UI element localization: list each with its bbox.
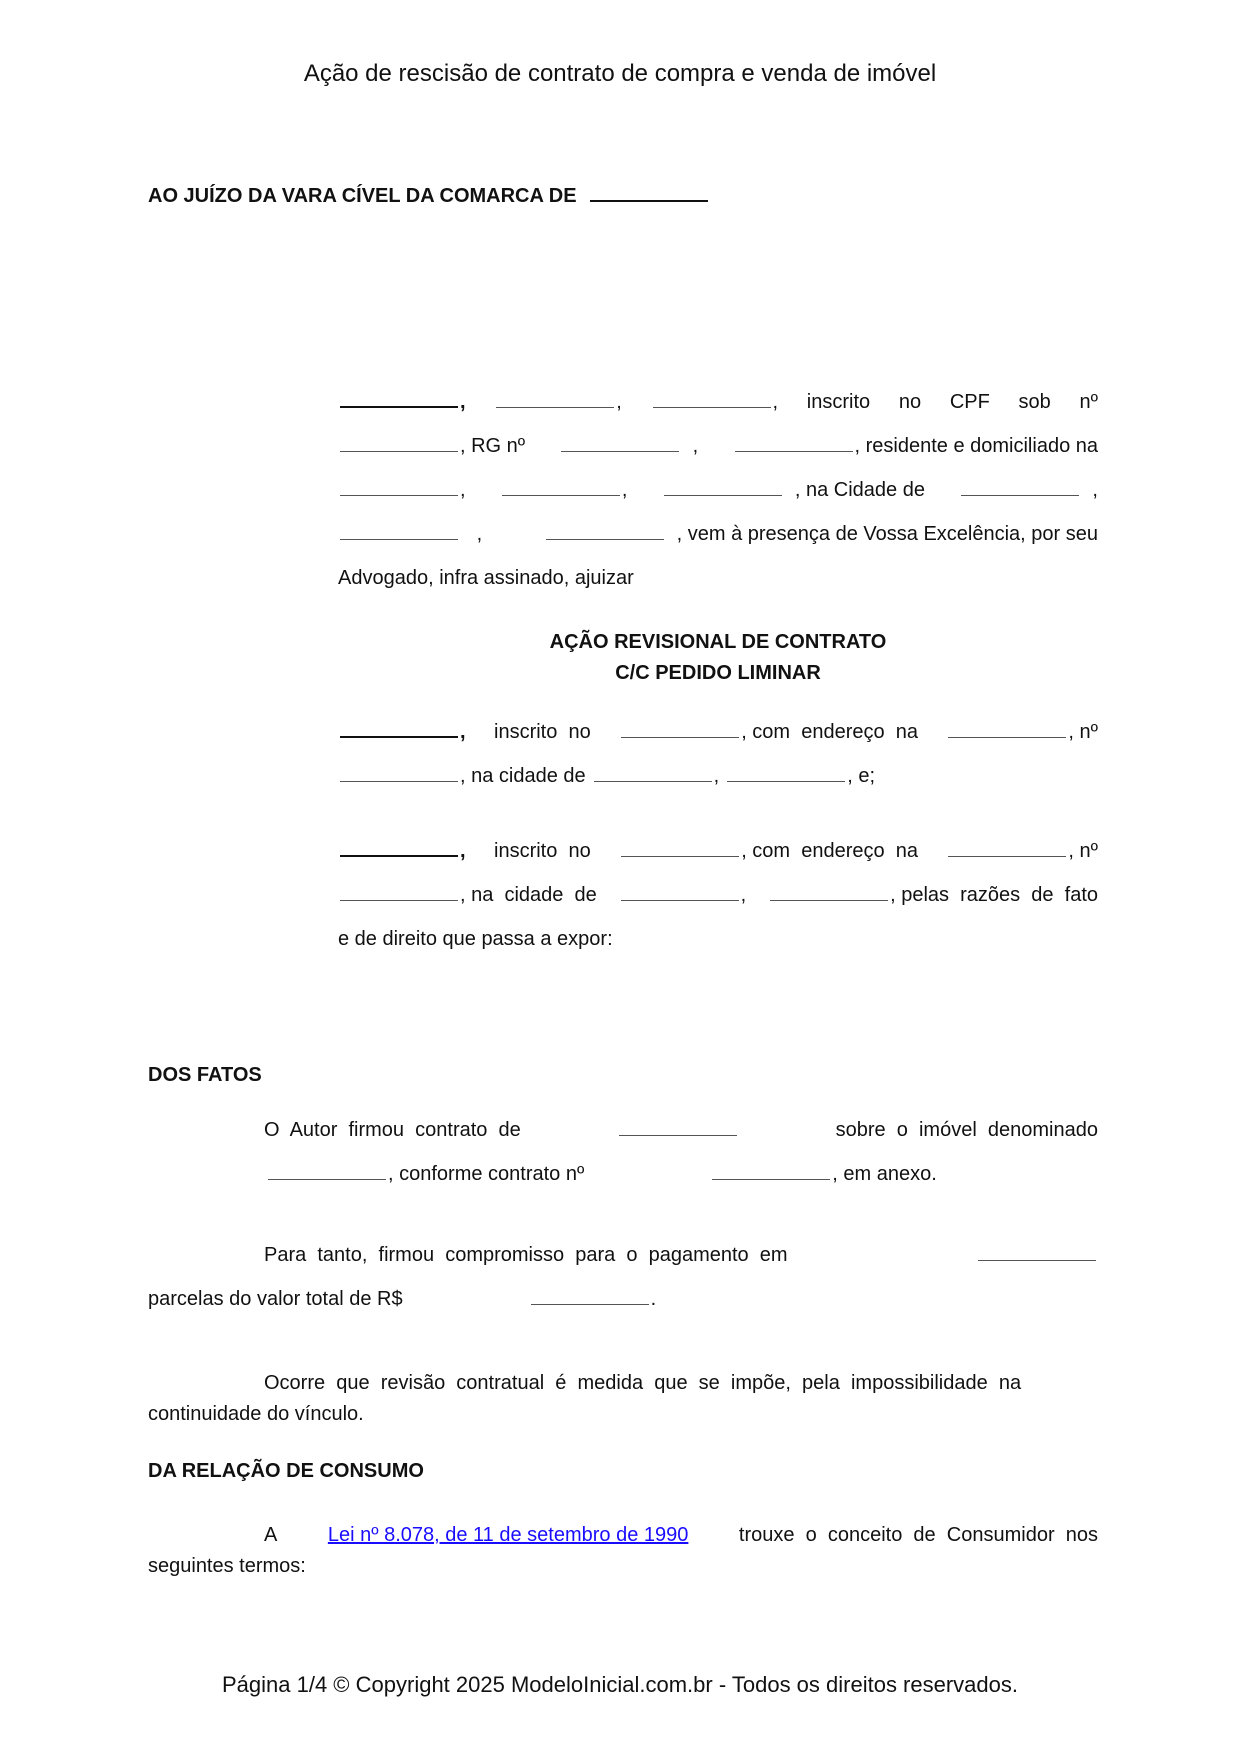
name-blank[interactable] (340, 405, 458, 408)
qualification-line-3 (338, 468, 1098, 512)
addressee-text: AO JUÍZO DA VARA CÍVEL DA COMARCA DE (148, 185, 577, 207)
defendant-1-name-blank[interactable] (340, 735, 458, 738)
text: , pelas razões de fato (890, 884, 1098, 906)
text: , vem à presença de Vossa Excelência, por seu (676, 523, 1098, 545)
page-footer: Página 1/4 © Copyright 2025 ModeloInicial.com.br - Todos os direitos reservados. (222, 1672, 1018, 1697)
separator: , (476, 523, 483, 545)
separator: , (621, 479, 628, 501)
qualification-block (338, 380, 1098, 600)
city-blank[interactable] (961, 494, 1079, 496)
action-title-line-1: AÇÃO REVISIONAL DE CONTRATO (549, 631, 887, 653)
defendant-2-number-blank[interactable] (340, 899, 458, 901)
contract-type-blank[interactable] (619, 1134, 737, 1136)
text: , na cidade de (460, 884, 597, 906)
text: , nº (1068, 721, 1098, 743)
facts-p3-line-2: continuidade do vínculo. (148, 1403, 364, 1425)
separator: , (460, 479, 466, 501)
defendant-2-block (338, 829, 1098, 961)
defendant-2-state-blank[interactable] (770, 899, 888, 901)
consumer-paragraph-1 (148, 1520, 1098, 1582)
facts-paragraph-2 (148, 1233, 1098, 1321)
cpf-blank[interactable] (340, 450, 458, 452)
comarca-blank[interactable] (590, 199, 708, 202)
facts-p3-line-1: Ocorre que revisão contratual é medida que se impõe, pela impossibilidade na (264, 1372, 1022, 1394)
defendant-2-name-blank[interactable] (340, 854, 458, 857)
separator: , (460, 840, 466, 862)
text: , com endereço na (741, 721, 918, 743)
qualification-line-4 (338, 512, 1098, 556)
defendant-2-line-2 (338, 873, 1098, 917)
word: no (898, 391, 922, 413)
district-blank[interactable] (664, 494, 782, 496)
separator: , (460, 721, 466, 743)
defendant-1-block (338, 710, 1098, 798)
law-8078-link[interactable]: Lei nº 8.078, de 11 de setembro de 1990 (327, 1524, 689, 1546)
separator: , (740, 884, 747, 906)
defendant-1-doc-blank[interactable] (621, 736, 739, 738)
state-blank[interactable] (340, 538, 458, 540)
qualification-line-5 (338, 556, 1098, 600)
rg-blank[interactable] (561, 450, 679, 452)
text: , nº (1068, 840, 1098, 862)
word: sob (1018, 391, 1051, 413)
defendant-2-city-blank[interactable] (621, 899, 739, 901)
separator: , (1092, 479, 1098, 501)
word: nº (1079, 391, 1098, 413)
defendant-1-street-blank[interactable] (948, 736, 1066, 738)
facts-paragraph-3 (148, 1368, 1098, 1430)
addressee-line (148, 185, 710, 208)
facts-p2-line-1 (148, 1233, 1098, 1277)
defendant-1-number-blank[interactable] (340, 780, 458, 782)
section-heading-facts: DOS FATOS (148, 1064, 262, 1086)
text: , RG nº (460, 435, 526, 457)
text: Para tanto, firmou compromisso para o pagamento em (264, 1244, 788, 1266)
qualification-line-2 (338, 424, 1098, 468)
text: , em anexo. (832, 1163, 937, 1185)
text: trouxe o conceito de Consumidor nos (738, 1524, 1098, 1546)
text: sobre o imóvel denominado (835, 1119, 1098, 1141)
text: A (264, 1524, 278, 1546)
defendant-2-street-blank[interactable] (948, 855, 1066, 857)
street-blank[interactable] (340, 494, 458, 496)
nationality-blank[interactable] (496, 406, 614, 408)
facts-p1-line-2 (148, 1152, 1098, 1196)
defendant-2-line-1 (338, 829, 1098, 873)
facts-paragraph-1 (148, 1108, 1098, 1196)
consumer-p1-line-2: seguintes termos: (148, 1555, 306, 1577)
defendant-1-line-1 (338, 710, 1098, 754)
facts-p2-line-2 (148, 1277, 1098, 1321)
text: inscrito no (494, 721, 591, 743)
separator: , (772, 391, 779, 413)
text: , residente e domiciliado na (854, 435, 1098, 457)
text: , na cidade de (460, 765, 586, 787)
text: , e; (847, 765, 876, 787)
consumer-p1-line-1 (148, 1520, 1098, 1551)
word: CPF (949, 391, 990, 413)
text: , conforme contrato nº (388, 1163, 585, 1185)
separator: , (616, 391, 622, 413)
separator: , (692, 435, 699, 457)
text: parcelas do valor total de R$ (148, 1288, 403, 1310)
defendant-1-state-blank[interactable] (727, 780, 845, 782)
separator: , (460, 391, 466, 413)
defendant-1-line-2 (338, 754, 1098, 798)
action-title (338, 627, 1098, 689)
qualification-line-1 (338, 380, 1098, 424)
installments-blank[interactable] (978, 1259, 1096, 1261)
text: , com endereço na (741, 840, 918, 862)
number-blank[interactable] (502, 494, 620, 496)
word: inscrito (806, 391, 871, 413)
defendant-1-city-blank[interactable] (594, 780, 712, 782)
text: O Autor firmou contrato de (264, 1119, 521, 1141)
total-value-blank[interactable] (531, 1303, 649, 1305)
defendant-2-doc-blank[interactable] (621, 855, 739, 857)
text: . (650, 1288, 657, 1310)
separator: , (713, 765, 720, 787)
document-header-title: Ação de rescisão de contrato de compra e venda de imóvel (303, 60, 937, 87)
property-name-blank[interactable] (268, 1178, 386, 1180)
contract-number-blank[interactable] (712, 1178, 830, 1180)
text: , na Cidade de (794, 479, 925, 501)
zip-blank[interactable] (546, 538, 664, 540)
action-title-line-2: C/C PEDIDO LIMINAR (615, 662, 821, 684)
text: inscrito no (494, 840, 591, 862)
defendant-2-line-3 (338, 917, 1098, 961)
text: e de direito que passa a expor: (338, 928, 613, 950)
issuer-blank[interactable] (735, 450, 853, 452)
marital-status-blank[interactable] (653, 406, 771, 408)
text: Advogado, infra assinado, ajuizar (338, 567, 634, 589)
facts-p1-line-1 (148, 1108, 1098, 1152)
section-heading-consumer: DA RELAÇÃO DE CONSUMO (148, 1460, 424, 1482)
